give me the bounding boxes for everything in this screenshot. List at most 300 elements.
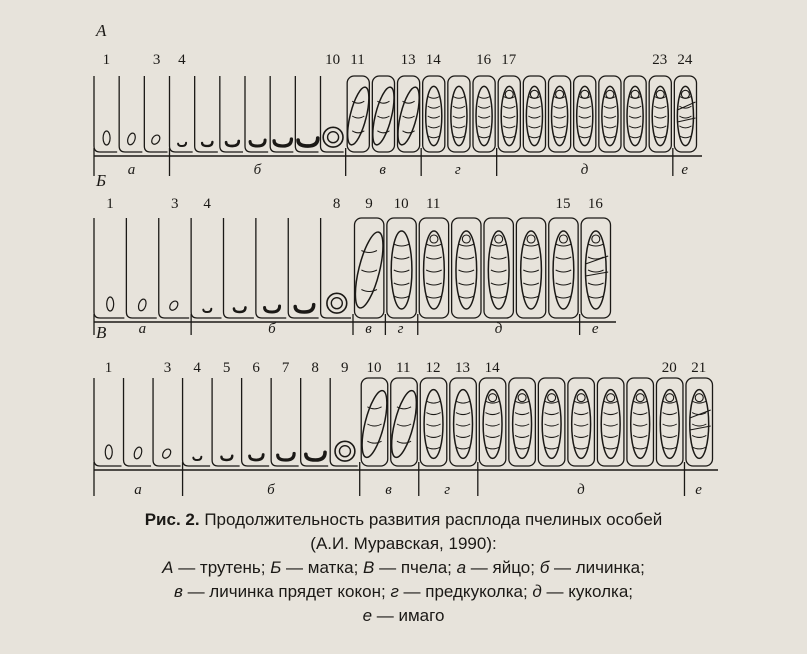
brood-cell: [419, 218, 448, 318]
segment-line: [491, 270, 507, 272]
segment-line: [459, 270, 475, 272]
segment-line: [545, 424, 559, 426]
larva: [274, 139, 291, 146]
segment-line: [629, 136, 641, 138]
segment-line: [633, 424, 647, 426]
segment-line: [692, 435, 706, 437]
cell-number: 13: [400, 52, 416, 68]
caption-source: (А.И. Муравская, 1990):: [310, 534, 497, 553]
segment-line: [574, 424, 588, 426]
segment-line: [456, 401, 470, 403]
segment-line: [545, 413, 559, 415]
segment-line: [604, 106, 616, 108]
larva: [226, 141, 239, 146]
segment-line: [426, 424, 440, 426]
stage-label: а: [134, 482, 142, 498]
brood-cell: [484, 218, 513, 318]
larva: [306, 452, 325, 460]
brood-cell: [94, 218, 124, 318]
stage-label: б: [268, 321, 276, 337]
segment-line: [588, 283, 604, 285]
segment-line: [426, 296, 442, 298]
segment-line: [361, 290, 377, 292]
segment-line: [588, 296, 604, 298]
cell-number: 4: [193, 360, 201, 376]
cell-wall: [330, 378, 358, 466]
cell-wall: [183, 378, 211, 466]
segment-line: [478, 96, 490, 98]
segment-line: [377, 116, 389, 118]
segment-line: [397, 424, 411, 426]
row-1: [94, 21, 702, 178]
cell-number: 1: [106, 196, 114, 212]
stage-label: б: [253, 162, 262, 178]
brood-cell: [153, 378, 181, 466]
stage-label: г: [444, 482, 451, 498]
brood-cell: [448, 76, 470, 152]
segment-line: [556, 283, 572, 285]
brood-cell: [624, 76, 646, 152]
cell-wall: [170, 76, 193, 152]
legend-key: В: [363, 558, 375, 577]
cell-number: 11: [425, 196, 441, 212]
brood-cell: [270, 76, 293, 152]
pupa: [350, 230, 389, 311]
cell-number: 23: [652, 52, 668, 68]
brood-cell: [394, 76, 424, 152]
segment-line: [515, 447, 529, 449]
segment-line: [503, 136, 515, 138]
brood-cell: [220, 76, 243, 152]
segment-line: [654, 106, 666, 108]
segment-line: [456, 424, 470, 426]
segment-line: [515, 435, 529, 437]
segment-line: [604, 413, 618, 415]
segment-line: [679, 136, 691, 138]
segment-line: [523, 296, 539, 298]
row-label: В: [96, 323, 107, 342]
brood-cell: [357, 378, 392, 466]
segment-line: [456, 447, 470, 449]
egg: [133, 446, 143, 460]
segment-line: [574, 413, 588, 415]
head: [489, 394, 497, 402]
row-2: [94, 171, 616, 337]
segment-line: [491, 283, 507, 285]
segment-line: [654, 136, 666, 138]
segment-line: [491, 296, 507, 298]
segment-line: [403, 116, 415, 118]
cell-wall: [94, 378, 122, 466]
pupa: [357, 388, 392, 459]
brood-cell: [321, 218, 351, 318]
segment-line: [629, 116, 641, 118]
egg: [103, 131, 110, 145]
head: [518, 394, 526, 402]
cell-number: 12: [425, 360, 441, 376]
brood-cell: [330, 378, 358, 466]
brood-cell: [94, 76, 117, 152]
caption-title-line: [40, 508, 767, 532]
segment-line: [574, 435, 588, 437]
segment-line: [545, 435, 559, 437]
brood-cell: [295, 76, 318, 152]
brood-cell: [242, 378, 270, 466]
segment-line: [528, 136, 540, 138]
legend-text: — яйцо;: [466, 558, 540, 577]
segment-line: [579, 106, 591, 108]
brood-cell: [94, 378, 122, 466]
legend-key: а: [456, 558, 467, 577]
brood-cell: [450, 378, 477, 466]
segment-line: [528, 126, 540, 128]
segment-line: [367, 424, 381, 426]
stage-label: в: [379, 162, 386, 178]
segment-line: [394, 296, 410, 298]
segment-line: [604, 447, 618, 449]
cell-number: 13: [455, 360, 471, 376]
cell-number: 16: [476, 52, 492, 68]
egg: [126, 132, 136, 146]
segment-line: [604, 116, 616, 118]
cell-number: 16: [587, 196, 603, 212]
segment-line: [633, 447, 647, 449]
brood-cell: [674, 76, 696, 152]
legend-line: [40, 580, 767, 604]
legend-text: — матка;: [281, 558, 364, 577]
figure-label: Рис. 2.: [144, 510, 200, 529]
egg: [137, 298, 147, 312]
segment-line: [629, 126, 641, 128]
row-label: Б: [96, 171, 107, 190]
legend-text: — пчела;: [374, 558, 457, 577]
larva: [202, 142, 212, 146]
segment-line: [528, 116, 540, 118]
head: [495, 235, 503, 243]
legend-key: б: [539, 558, 550, 577]
cell-number: 24: [677, 52, 693, 68]
segment-line: [588, 270, 604, 272]
legend-text: — личинка прядет кокон;: [182, 582, 391, 601]
head: [530, 90, 538, 98]
cell-wall: [159, 218, 189, 318]
segment-line: [426, 447, 440, 449]
brood-cell: [581, 218, 610, 318]
legend-text: — имаго: [372, 606, 445, 625]
legend-key: е: [362, 606, 373, 625]
segment-line: [523, 244, 539, 246]
segment-line: [579, 116, 591, 118]
legend-text: — предкуколка;: [398, 582, 533, 601]
brood-cell: [473, 76, 495, 152]
segment-line: [604, 424, 618, 426]
larva: [221, 456, 232, 460]
cell-wall: [256, 218, 286, 318]
brood-cell: [224, 218, 254, 318]
cell-wall: [119, 76, 142, 152]
segment-line: [579, 136, 591, 138]
segment-line: [426, 401, 440, 403]
segment-line: [556, 244, 572, 246]
segment-line: [515, 424, 529, 426]
cell-number: 3: [163, 360, 172, 376]
brood-cell: [479, 378, 506, 466]
brood-cell: [288, 218, 318, 318]
segment-line: [554, 126, 566, 128]
legend-key: г: [390, 582, 399, 601]
brood-cell: [549, 76, 571, 152]
segment-line: [491, 257, 507, 259]
cell-number: 10: [366, 360, 382, 376]
head: [577, 394, 585, 402]
segment-line: [459, 244, 475, 246]
caption-legend: [40, 556, 767, 628]
row-3: [94, 323, 718, 498]
cell-number: 5: [222, 360, 231, 376]
larva: [193, 457, 201, 460]
segment-line: [361, 270, 377, 272]
egg: [107, 297, 114, 311]
segment-line: [503, 116, 515, 118]
brood-cell: [523, 76, 545, 152]
segment-line: [394, 270, 410, 272]
segment-line: [523, 257, 539, 259]
brood-cell: [256, 218, 286, 318]
head: [695, 394, 703, 402]
stage-label: д: [580, 162, 589, 178]
segment-line: [679, 126, 691, 128]
segment-line: [478, 116, 490, 118]
stage-label: в: [385, 482, 392, 498]
egg: [161, 448, 172, 460]
segment-line: [556, 270, 572, 272]
larva: [278, 453, 294, 460]
head: [430, 235, 438, 243]
legend-key: А: [162, 558, 174, 577]
brood-cell: [599, 76, 621, 152]
cell-number: 8: [332, 196, 341, 212]
head: [556, 90, 564, 98]
cell-wall: [144, 76, 167, 152]
larva: [298, 138, 318, 146]
segment-line: [663, 424, 677, 426]
head: [606, 90, 614, 98]
segment-line: [692, 447, 706, 449]
legend-line: [40, 556, 767, 580]
legend-text: — личинка;: [549, 558, 645, 577]
brood-cell: [350, 218, 389, 318]
segment-line: [485, 424, 499, 426]
larva: [250, 455, 264, 460]
head: [681, 90, 689, 98]
segment-line: [663, 413, 677, 415]
segment-line: [478, 136, 490, 138]
brood-cell: [509, 378, 536, 466]
cell-number: 20: [661, 360, 677, 376]
head: [656, 90, 664, 98]
stage-label: в: [365, 321, 372, 337]
head: [462, 235, 470, 243]
segment-line: [478, 106, 490, 108]
brood-cell: [119, 76, 142, 152]
stage-label: е: [681, 162, 689, 178]
segment-line: [428, 126, 440, 128]
brood-cell: [124, 378, 152, 466]
cell-number: 11: [350, 52, 365, 68]
head: [592, 235, 600, 243]
segment-line: [485, 447, 499, 449]
brood-cell: [144, 76, 167, 152]
segment-line: [453, 116, 465, 118]
brood-cell: [516, 218, 545, 318]
legend-key: д: [532, 582, 542, 601]
segment-line: [428, 106, 440, 108]
brood-cell: [549, 218, 578, 318]
segment-line: [426, 270, 442, 272]
larva-coiled: [323, 127, 343, 147]
cell-number: 1: [102, 52, 111, 68]
larva: [295, 305, 314, 312]
brood-cell: [420, 378, 447, 466]
segment-line: [456, 435, 470, 437]
larva-coiled-inner: [339, 446, 350, 457]
legend-key: в: [173, 582, 183, 601]
segment-line: [394, 244, 410, 246]
brood-cell: [538, 378, 565, 466]
segment-line: [426, 435, 440, 437]
stage-label: а: [127, 162, 136, 178]
brood-cell: [568, 378, 595, 466]
brood-cell: [574, 76, 596, 152]
segment-line: [523, 270, 539, 272]
segment-line: [426, 413, 440, 415]
cell-wall: [126, 218, 156, 318]
segment-line: [453, 96, 465, 98]
segment-line: [588, 244, 604, 246]
cell-number: 3: [170, 196, 179, 212]
cell-number: 9: [365, 196, 373, 212]
segment-line: [633, 435, 647, 437]
cell-number: 9: [340, 360, 349, 376]
legend-text: — трутень;: [173, 558, 271, 577]
figure-caption: [40, 508, 767, 628]
segment-line: [453, 126, 465, 128]
segment-line: [394, 283, 410, 285]
stage-label: а: [138, 321, 147, 337]
brood-cell: [597, 378, 624, 466]
segment-line: [663, 447, 677, 449]
segment-line: [426, 244, 442, 246]
larva-coiled: [327, 293, 347, 313]
cell-number: 7: [281, 360, 290, 376]
cell-wall: [191, 218, 221, 318]
stage-label: е: [591, 321, 599, 337]
segment-line: [523, 283, 539, 285]
row-label: А: [96, 21, 107, 40]
segment-line: [629, 106, 641, 108]
segment-line: [654, 126, 666, 128]
cell-number: 14: [425, 52, 441, 68]
brood-cell: [498, 76, 520, 152]
segment-line: [545, 447, 559, 449]
head: [548, 394, 556, 402]
cell-number: 15: [555, 196, 571, 212]
segment-line: [503, 126, 515, 128]
segment-line: [459, 296, 475, 298]
segment-line: [574, 447, 588, 449]
segment-line: [663, 435, 677, 437]
segment-line: [491, 244, 507, 246]
head: [527, 235, 535, 243]
larva-coiled: [335, 441, 355, 461]
cell-wall: [195, 76, 218, 152]
brood-cell: [452, 218, 481, 318]
brood-cell: [271, 378, 299, 466]
cell-number: 10: [393, 196, 409, 212]
larva: [234, 307, 246, 312]
brood-cell: [368, 76, 398, 152]
brood-cell: [183, 378, 211, 466]
segment-line: [426, 283, 442, 285]
head: [666, 394, 674, 402]
segment-line: [453, 136, 465, 138]
segment-line: [352, 116, 364, 118]
segment-line: [459, 257, 475, 259]
brood-cell: [686, 378, 713, 466]
legend-text: — куколка;: [541, 582, 634, 601]
segment-line: [428, 136, 440, 138]
brood-cell: [649, 76, 671, 152]
egg: [150, 134, 161, 146]
brood-cell: [212, 378, 240, 466]
head: [631, 90, 639, 98]
segment-line: [604, 136, 616, 138]
legend-line: [40, 604, 767, 628]
brood-cell: [170, 76, 193, 152]
segment-line: [579, 126, 591, 128]
segment-line: [554, 106, 566, 108]
larva: [250, 140, 265, 146]
cell-wall: [224, 218, 254, 318]
stage-label: г: [397, 321, 404, 337]
brood-cell: [195, 76, 218, 152]
segment-line: [554, 136, 566, 138]
cell-number: 17: [501, 52, 517, 68]
brood-cell: [191, 218, 221, 318]
larva: [203, 309, 211, 312]
egg: [168, 300, 179, 312]
segment-line: [528, 106, 540, 108]
brood-cell: [627, 378, 654, 466]
brood-cell: [301, 378, 329, 466]
segment-line: [633, 413, 647, 415]
segment-line: [604, 126, 616, 128]
head: [581, 90, 589, 98]
cell-number: 4: [203, 196, 211, 212]
brood-cell: [387, 378, 422, 466]
segment-line: [679, 116, 691, 118]
segment-line: [428, 96, 440, 98]
cell-wall: [212, 378, 240, 466]
brood-cell: [387, 218, 416, 318]
segment-line: [604, 435, 618, 437]
stage-label: д: [494, 321, 503, 337]
brood-cell: [159, 218, 189, 318]
segment-line: [478, 126, 490, 128]
cell-wall: [124, 378, 152, 466]
stage-label: д: [577, 482, 585, 498]
segment-line: [394, 257, 410, 259]
